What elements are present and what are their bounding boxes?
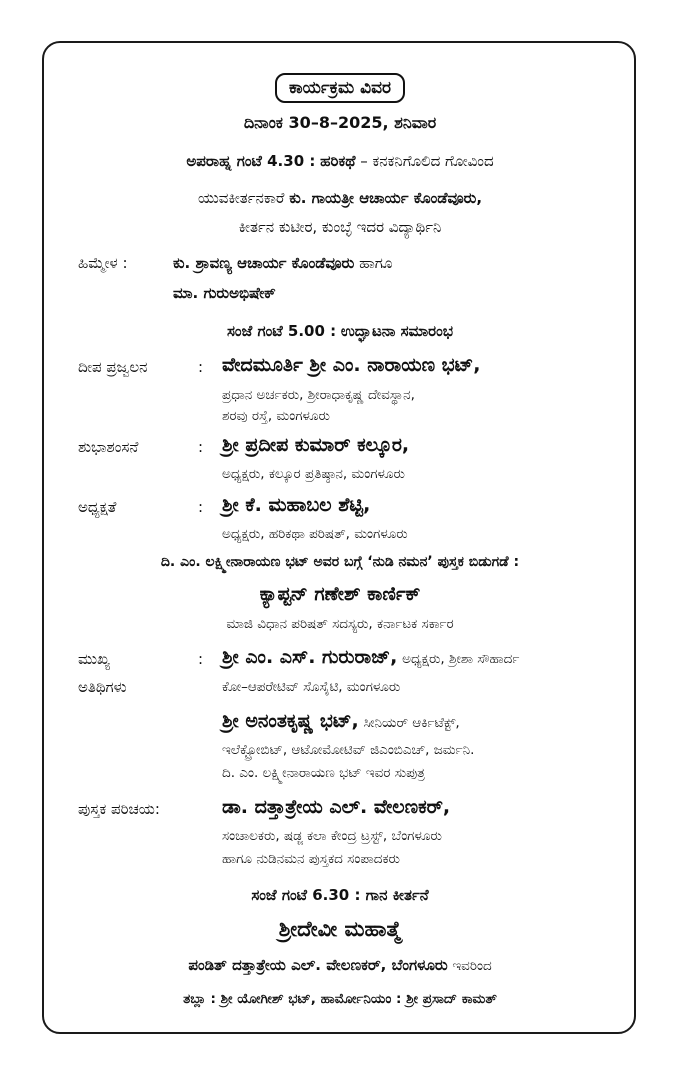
intro-line2: ಹಾಗೂ ನುಡಿನಮನ ಪುಸ್ತಕದ ಸಂಪಾದಕರು (222, 851, 400, 867)
guest1-desc: ಅಧ್ಯಕ್ಷರು, ಶ್ರೀಶಾ ಸೌಹಾರ್ದ (402, 651, 520, 667)
adhyaksha-line1: ಅಧ್ಯಕ್ಷರು, ಹರಿಕಥಾ ಪರಿಷತ್, ಮಂಗಳೂರು (222, 526, 408, 542)
guest2-desc: ಸೀನಿಯರ್ ಆರ್ಕಿಟೆಕ್ಟ್, (363, 715, 460, 731)
program-title: ಕಾರ್ಯಕ್ರಮ ವಿವರ (275, 73, 405, 103)
guests-label-2: ಅತಿಥಿಗಳು (78, 678, 127, 696)
harikathe-time: ಅಪರಾಹ್ನ ಗಂಟೆ 4.30 : (186, 152, 316, 170)
adhyaksha-name: ಶ್ರೀ ಕೆ. ಮಹಾಬಲ ಶೆಟ್ಟಿ, (222, 494, 371, 516)
adhyaksha-colon: : (198, 498, 204, 516)
book-release-line: ದಿ. ಎಂ. ಲಕ್ಷ್ಮೀನಾರಾಯಣ ಭಟ್ ಅವರ ಬಗ್ಗೆ ‘ನುಡಿ ನಮನ’ ಪುಸ್ತಕ ಬಿಡುಗಡೆ : (160, 554, 520, 570)
guest1-name: ಶ್ರೀ ಎಂ. ಎಸ್. ಗುರುರಾಜ್, (222, 646, 398, 668)
book-release-name: ಕ್ಯಾಪ್ಟನ್ ಗಣೇಶ್ ಕಾರ್ಣಿಕ್ (259, 583, 421, 605)
harikathe-line (0, 150, 680, 172)
harikathe-topic: – ಕನಕನಿಗೊಲಿದ ಗೋವಿಂದ (360, 152, 494, 170)
himmela-name2: ಮಾ. ಗುರುಅಭಿಷೇಕ್ (173, 284, 276, 302)
himmela-and: ಹಾಗೂ (359, 254, 393, 272)
evening-performer-line (0, 954, 680, 977)
shubha-line1: ಅಧ್ಯಕ್ಷರು, ಕಲ್ಕೂರ ಪ್ರತಿಷ್ಠಾನ, ಮಂಗಳೂರು (222, 466, 405, 482)
guest1-line2: ಕೋ–ಆಪರೇಟಿವ್ ಸೊಸೈಟಿ, ಮಂಗಳೂರು (222, 679, 401, 695)
deepa-label: ದೀಪ ಪ್ರಜ್ವಲನ (78, 358, 148, 376)
evening-time: ಸಂಜೆ ಗಂಟೆ 6.30 : ಗಾನ ಕೀರ್ತನೆ (251, 886, 429, 904)
adhyaksha-label: ಅಧ್ಯಕ್ಷತೆ (78, 498, 117, 516)
date-line: ದಿನಾಂಕ 30–8–2025, ಶನಿವಾರ (243, 113, 437, 132)
deepa-line1: ಪ್ರಧಾನ ಅರ್ಚಕರು, ಶ್ರೀರಾಧಾಕೃಷ್ಣ ದೇವಸ್ಥಾನ, (222, 387, 415, 403)
inauguration-time: ಸಂಜೆ ಗಂಟೆ 5.00 : (226, 322, 337, 340)
evening-performer: ಪಂಡಿತ್ ದತ್ತಾತ್ರೇಯ ಎಲ್. ವೇಲಣಕರ್, ಬೆಂಗಳೂರು (188, 956, 448, 974)
evening-performer-suffix: ಇವರಿಂದ (452, 958, 492, 974)
guest1-line (222, 646, 519, 670)
shubha-name: ಶ್ರೀ ಪ್ರದೀಪ ಕುಮಾರ್ ಕಲ್ಕೂರ, (222, 434, 410, 456)
program-title-row (0, 73, 680, 103)
inauguration-line (0, 320, 680, 342)
guests-label-1: ಮುಖ್ಯ (78, 650, 111, 668)
performer-prefix: ಯುವಕೀರ್ತನಕಾರೆ (197, 189, 285, 207)
shubha-label: ಶುಭಾಶಂಸನೆ (78, 438, 139, 456)
himmela-label: ಹಿಮ್ಮೇಳ : (78, 254, 128, 272)
deepa-name: ವೇದಮೂರ್ತಿ ಶ್ರೀ ಎಂ. ನಾರಾಯಣ ಭಟ್, (222, 354, 481, 376)
guest2-line3: ದಿ. ಎಂ. ಲಕ್ಷ್ಮೀನಾರಾಯಣ ಭಟ್ ಇವರ ಸುಪುತ್ರ (222, 765, 425, 781)
evening-title: ಶ್ರೀದೇವೀ ಮಹಾತ್ಮೆ (278, 917, 402, 941)
deepa-colon: : (198, 358, 204, 376)
performer-line (0, 187, 680, 209)
guest2-name: ಶ್ರೀ ಅನಂತಕೃಷ್ಣ ಭಟ್, (222, 710, 359, 732)
performer-org: ಕೀರ್ತನ ಕುಟೀರ, ಕುಂಬ್ಳೆ ಇದರ ವಿದ್ಯಾರ್ಥಿನಿ (238, 218, 442, 236)
guest2-line2: ಇಲೆಕ್ಟ್ರೋಬಿಟ್, ಆಟೋಮೋಟಿವ್ ಜಿಎಂಬಿಎಚ್, ಜರ್ಮನಿ. (222, 742, 475, 758)
performer-name: ಕು. ಗಾಯತ್ರೀ ಆಚಾರ್ಯ ಕೊಂಡೆವೂರು, (289, 189, 483, 207)
himmela-name1: ಕು. ಶ್ರಾವಣ್ಯ ಆಚಾರ್ಯ ಕೊಂಡೆವೂರು (173, 254, 355, 272)
intro-label: ಪುಸ್ತಕ ಪರಿಚಯ: (78, 800, 160, 818)
himmela-line1 (173, 252, 392, 274)
intro-line1: ಸಂಚಾಲಕರು, ಷಡ್ಜ ಕಲಾ ಕೇಂದ್ರ ಟ್ರಸ್ಟ್, ಬೆಂಗಳೂರು (222, 828, 442, 844)
intro-name: ಡಾ. ದತ್ತಾತ್ರೇಯ ಎಲ್. ವೇಲಣಕರ್, (222, 796, 451, 818)
guests-colon: : (198, 650, 204, 668)
inauguration-title: ಉದ್ಘಾಟನಾ ಸಮಾರಂಭ (340, 322, 454, 340)
shubha-colon: : (198, 438, 204, 456)
harikathe-title: ಹರಿಕಥೆ (320, 152, 356, 170)
guest2-line (222, 710, 460, 734)
deepa-line2: ಶರವು ರಸ್ತೆ, ಮಂಗಳೂರು (222, 408, 330, 424)
evening-accompaniment: ತಬ್ಲಾ : ಶ್ರೀ ಯೋಗೀಶ್ ಭಟ್, ಹಾರ್ಮೋನಿಯಂ : ಶ್ರೀ ಪ್ರಸಾದ್ ಕಾಮತ್ (183, 991, 497, 1007)
book-release-desc: ಮಾಜಿ ವಿಧಾನ ಪರಿಷತ್ ಸದಸ್ಯರು, ಕರ್ನಾಟಕ ಸರ್ಕಾರ (226, 616, 454, 632)
